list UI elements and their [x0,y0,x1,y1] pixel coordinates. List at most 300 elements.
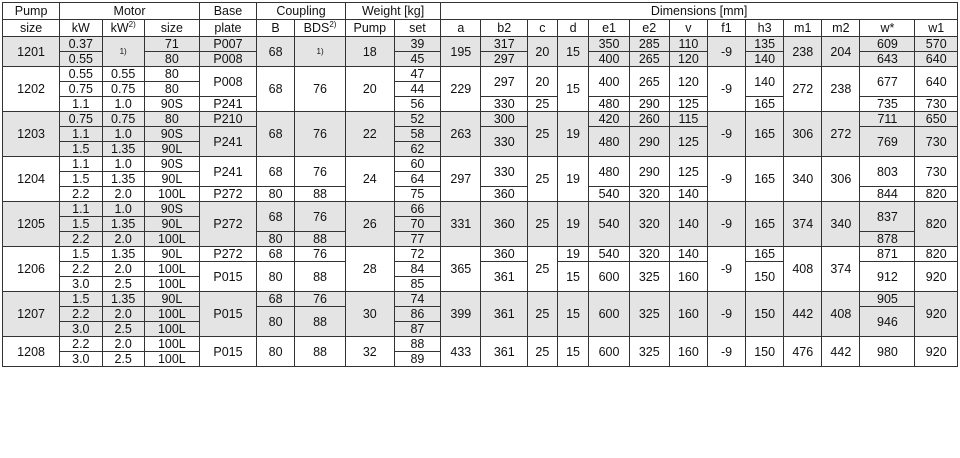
kw2-cell: 1.35 [102,172,144,187]
kw2-cell: 2.5 [102,352,144,367]
coupling-bds-cell: 88 [295,262,346,292]
kw2-cell: 2.0 [102,262,144,277]
kw-cell: 1.5 [60,172,102,187]
weight-set-cell: 47 [394,67,441,82]
dim-e1-cell: 480 [589,127,629,157]
dim-c-cell: 25 [528,292,558,337]
pump-size-cell: 1203 [3,112,60,157]
kw2-cell: 2.0 [102,337,144,352]
motor-size-cell: 100L [144,352,199,367]
coupling-bds-cell: 88 [295,232,346,247]
motor-size-cell: 100L [144,232,199,247]
header-weight: Weight [kg] [345,3,440,20]
dim-h3-cell: 165 [746,247,784,262]
table-row [3,157,958,172]
coupling-bds-cell: 76 [295,67,346,112]
coupling-b-cell: 80 [257,337,295,367]
kw-cell: 0.55 [60,52,102,67]
dim-a-cell: 433 [441,337,481,367]
base-plate-cell: P272 [199,202,256,247]
coupling-bds-cell: 88 [295,187,346,202]
weight-set-cell: 70 [394,217,441,232]
dim-c-cell: 25 [528,202,558,247]
weight-pump-cell: 26 [345,202,394,247]
dim-w1-cell: 640 [915,52,958,67]
dim-m1-cell: 442 [784,292,822,337]
motor-size-cell: 90L [144,142,199,157]
coupling-b-cell: 68 [257,292,295,307]
weight-pump-cell: 30 [345,292,394,337]
dim-b2-cell: 361 [481,262,528,292]
dim-e2-cell: 325 [629,262,669,292]
pump-group-1201 [3,37,958,67]
kw2-cell: 2.5 [102,277,144,292]
dim-w1-cell: 920 [915,292,958,337]
kw-cell: 0.37 [60,37,102,52]
dim-d-cell: 15 [557,292,589,337]
table-row [3,202,958,217]
dim-e2-cell: 320 [629,202,669,247]
dim-v-cell: 125 [669,157,707,187]
kw2-cell: 2.0 [102,307,144,322]
coupling-b-cell: 80 [257,232,295,247]
dim-v-cell: 160 [669,337,707,367]
dim-m2-cell: 374 [822,247,860,292]
header-pump: Pump [3,3,60,20]
weight-set-cell: 58 [394,127,441,142]
dim-w1-cell: 920 [915,262,958,292]
coupling-b-cell: 68 [257,202,295,232]
dim-e1-cell: 600 [589,337,629,367]
dim-w-cell: 677 [860,67,915,97]
motor-size-cell: 90L [144,247,199,262]
dim-f1-cell: -9 [707,37,745,67]
kw2-cell: 1.35 [102,292,144,307]
header-coupling-b: B [257,20,295,37]
dim-e1-cell: 540 [589,247,629,262]
header-dimensions: Dimensions [mm] [441,3,958,20]
dim-v-cell: 115 [669,112,707,127]
dim-e1-cell: 400 [589,52,629,67]
kw-cell: 2.2 [60,307,102,322]
dim-m1-cell: 272 [784,67,822,112]
kw-cell: 1.5 [60,247,102,262]
dim-c-cell: 25 [528,247,558,292]
header-dim-d: d [557,20,589,37]
header-plate: plate [199,20,256,37]
dim-e1-cell: 480 [589,97,629,112]
dim-m2-cell: 442 [822,337,860,367]
dim-b2-cell: 330 [481,97,528,112]
dim-w1-cell: 820 [915,247,958,262]
kw2-cell: 2.0 [102,187,144,202]
dim-d-cell: 15 [557,337,589,367]
kw2-cell: 1.35 [102,247,144,262]
header-dim-b2: b2 [481,20,528,37]
kw-cell: 1.5 [60,217,102,232]
header-dim-h3: h3 [746,20,784,37]
dim-a-cell: 195 [441,37,481,67]
dim-m1-cell: 476 [784,337,822,367]
coupling-bds-cell: 76 [295,202,346,232]
coupling-b-cell: 80 [257,262,295,292]
pump-size-cell: 1204 [3,157,60,202]
kw2-cell: 2.0 [102,232,144,247]
table-row [3,112,958,127]
motor-size-cell: 90L [144,172,199,187]
dim-v-cell: 140 [669,202,707,247]
header-weight-set: set [394,20,441,37]
pump-dimensions-table [2,2,958,367]
motor-size-cell: 71 [144,37,199,52]
weight-set-cell: 77 [394,232,441,247]
dim-b2-cell: 300 [481,112,528,127]
kw-cell: 2.2 [60,337,102,352]
table-row [3,337,958,352]
kw-cell: 1.5 [60,142,102,157]
dim-b2-cell: 360 [481,187,528,202]
dim-w1-cell: 820 [915,202,958,247]
motor-size-cell: 90L [144,292,199,307]
weight-set-cell: 56 [394,97,441,112]
motor-size-cell: 100L [144,277,199,292]
dim-v-cell: 110 [669,37,707,52]
dim-m2-cell: 408 [822,292,860,337]
header-dim-f1: f1 [707,20,745,37]
weight-set-cell: 44 [394,82,441,97]
dim-w-cell: 837 [860,202,915,232]
dim-w1-cell: 730 [915,157,958,187]
spec-table-container [2,2,958,454]
table-row [3,37,958,52]
kw2-cell: 1) [102,37,144,67]
base-plate-cell: P272 [199,247,256,262]
kw-cell: 3.0 [60,322,102,337]
pump-group-1203 [3,112,958,157]
dim-v-cell: 160 [669,292,707,337]
kw2-cell: 1.0 [102,202,144,217]
dim-m2-cell: 340 [822,202,860,247]
dim-w1-cell: 640 [915,67,958,97]
pump-size-cell: 1206 [3,247,60,292]
dim-e1-cell: 600 [589,292,629,337]
weight-pump-cell: 28 [345,247,394,292]
weight-set-cell: 62 [394,142,441,157]
header-dim-v: v [669,20,707,37]
dim-w-cell: 769 [860,127,915,157]
dim-d-cell: 19 [557,202,589,247]
dim-e1-cell: 600 [589,262,629,292]
pump-group-1207 [3,292,958,337]
coupling-b-cell: 68 [257,67,295,112]
motor-size-cell: 80 [144,112,199,127]
dim-e2-cell: 260 [629,112,669,127]
dim-a-cell: 365 [441,247,481,292]
header-dim-e1: e1 [589,20,629,37]
weight-set-cell: 75 [394,187,441,202]
dim-e1-cell: 480 [589,157,629,187]
dim-m2-cell: 204 [822,37,860,67]
dim-w-cell: 643 [860,52,915,67]
dim-w-cell: 803 [860,157,915,187]
dim-e1-cell: 350 [589,37,629,52]
base-plate-cell: P015 [199,337,256,367]
weight-set-cell: 45 [394,52,441,67]
coupling-b-cell: 68 [257,112,295,157]
dim-w-cell: 711 [860,112,915,127]
weight-pump-cell: 32 [345,337,394,367]
base-plate-cell: P241 [199,127,256,157]
dim-a-cell: 399 [441,292,481,337]
header-motor: Motor [60,3,200,20]
base-plate-cell: P241 [199,157,256,187]
dim-e1-cell: 420 [589,112,629,127]
motor-size-cell: 100L [144,187,199,202]
kw-cell: 3.0 [60,352,102,367]
kw-cell: 1.1 [60,202,102,217]
base-plate-cell: P008 [199,52,256,67]
kw-cell: 2.2 [60,262,102,277]
dim-e2-cell: 325 [629,337,669,367]
base-plate-cell: P241 [199,97,256,112]
weight-set-cell: 86 [394,307,441,322]
base-plate-cell: P007 [199,37,256,52]
dim-m2-cell: 238 [822,67,860,112]
dim-v-cell: 140 [669,247,707,262]
pump-size-cell: 1207 [3,292,60,337]
weight-pump-cell: 20 [345,67,394,112]
dim-f1-cell: -9 [707,292,745,337]
kw-cell: 2.2 [60,187,102,202]
dim-f1-cell: -9 [707,202,745,247]
pump-group-1206 [3,247,958,292]
dim-w-cell: 980 [860,337,915,367]
coupling-bds-cell: 88 [295,337,346,367]
coupling-bds-cell: 76 [295,247,346,262]
dim-h3-cell: 165 [746,97,784,112]
dim-b2-cell: 297 [481,67,528,97]
weight-set-cell: 60 [394,157,441,172]
dim-h3-cell: 150 [746,262,784,292]
dim-w1-cell: 730 [915,127,958,157]
dim-b2-cell: 360 [481,247,528,262]
kw2-cell: 1.0 [102,157,144,172]
dim-w-cell: 609 [860,37,915,52]
motor-size-cell: 80 [144,67,199,82]
dim-d-cell: 15 [557,37,589,67]
motor-size-cell: 90L [144,217,199,232]
dim-d-cell: 15 [557,262,589,292]
coupling-bds-cell: 1) [295,37,346,67]
kw-cell: 2.2 [60,232,102,247]
dim-w-cell: 735 [860,97,915,112]
dim-b2-cell: 317 [481,37,528,52]
header-dim-c: c [528,20,558,37]
pump-size-cell: 1201 [3,37,60,67]
base-plate-cell: P210 [199,112,256,127]
dim-d-cell: 19 [557,157,589,202]
motor-size-cell: 80 [144,82,199,97]
motor-size-cell: 100L [144,322,199,337]
weight-set-cell: 87 [394,322,441,337]
header-weight-pump: Pump [345,20,394,37]
dim-w-cell: 946 [860,307,915,337]
dim-v-cell: 160 [669,262,707,292]
kw2-cell: 1.35 [102,217,144,232]
kw-cell: 1.1 [60,127,102,142]
header-motor-size: size [144,20,199,37]
dim-d-cell: 19 [557,247,589,262]
header-dim-w1: w1 [915,20,958,37]
dim-m2-cell: 272 [822,112,860,157]
dim-m1-cell: 306 [784,112,822,157]
base-plate-cell: P272 [199,187,256,202]
pump-group-1208 [3,337,958,367]
weight-set-cell: 64 [394,172,441,187]
weight-set-cell: 88 [394,337,441,352]
header-dim-e2: e2 [629,20,669,37]
dim-e2-cell: 320 [629,187,669,202]
dim-e2-cell: 290 [629,97,669,112]
weight-pump-cell: 22 [345,112,394,157]
dim-w-cell: 844 [860,187,915,202]
dim-a-cell: 297 [441,157,481,202]
header-kw: kW [60,20,102,37]
dim-m1-cell: 340 [784,157,822,202]
dim-b2-cell: 361 [481,292,528,337]
dim-c-cell: 20 [528,37,558,67]
base-plate-cell: P008 [199,67,256,97]
weight-set-cell: 84 [394,262,441,277]
kw2-cell: 1.0 [102,97,144,112]
header-pump-size: size [3,20,60,37]
dim-v-cell: 125 [669,127,707,157]
dim-h3-cell: 165 [746,157,784,202]
kw2-cell: 0.55 [102,67,144,82]
dim-v-cell: 125 [669,97,707,112]
header-dim-m2: m2 [822,20,860,37]
coupling-b-cell: 80 [257,307,295,337]
motor-size-cell: 100L [144,307,199,322]
motor-size-cell: 90S [144,97,199,112]
header-kw2: $kW^{2)}$ [102,20,144,37]
dim-w1-cell: 570 [915,37,958,52]
dim-f1-cell: -9 [707,247,745,292]
table-row [3,67,958,82]
dim-e2-cell: 265 [629,52,669,67]
dim-h3-cell: 165 [746,202,784,247]
dim-h3-cell: 150 [746,337,784,367]
dim-d-cell: 19 [557,112,589,157]
dim-w-cell: 905 [860,292,915,307]
dim-v-cell: 120 [669,52,707,67]
dim-h3-cell: 140 [746,52,784,67]
dim-e2-cell: 290 [629,127,669,157]
header-base: Base [199,3,256,20]
dim-c-cell: 20 [528,67,558,97]
dim-e2-cell: 290 [629,157,669,187]
motor-size-cell: 90S [144,202,199,217]
kw-cell: 3.0 [60,277,102,292]
coupling-bds-cell: 88 [295,307,346,337]
dim-w1-cell: 820 [915,187,958,202]
dim-d-cell: 15 [557,67,589,112]
dim-e2-cell: 265 [629,67,669,97]
dim-h3-cell: 165 [746,112,784,157]
motor-size-cell: 90S [144,127,199,142]
kw2-cell: 2.5 [102,322,144,337]
dim-w1-cell: 730 [915,97,958,112]
dim-m2-cell: 306 [822,157,860,202]
coupling-b-cell: 68 [257,247,295,262]
dim-a-cell: 263 [441,112,481,157]
weight-set-cell: 52 [394,112,441,127]
dim-v-cell: 120 [669,67,707,97]
header-coupling-bds: BDS$^{2)}$ [295,20,346,37]
dim-m1-cell: 374 [784,202,822,247]
table-row [3,247,958,262]
weight-pump-cell: 24 [345,157,394,202]
coupling-b-cell: 68 [257,37,295,67]
dim-w1-cell: 650 [915,112,958,127]
table-row [3,292,958,307]
dim-f1-cell: -9 [707,67,745,112]
kw2-cell: 1.0 [102,127,144,142]
kw-cell: 0.75 [60,82,102,97]
dim-b2-cell: 330 [481,157,528,187]
dim-f1-cell: -9 [707,112,745,157]
dim-e2-cell: 285 [629,37,669,52]
dim-c-cell: 25 [528,157,558,202]
base-plate-cell: P015 [199,292,256,337]
weight-pump-cell: 18 [345,37,394,67]
weight-set-cell: 89 [394,352,441,367]
dim-b2-cell: 361 [481,337,528,367]
weight-set-cell: 39 [394,37,441,52]
weight-set-cell: 66 [394,202,441,217]
weight-set-cell: 74 [394,292,441,307]
dim-e1-cell: 400 [589,67,629,97]
dim-c-cell: 25 [528,112,558,157]
coupling-b-cell: 80 [257,187,295,202]
coupling-bds-cell: 76 [295,157,346,187]
dim-v-cell: 140 [669,187,707,202]
dim-a-cell: 331 [441,202,481,247]
dim-w1-cell: 920 [915,337,958,367]
motor-size-cell: 100L [144,262,199,277]
dim-b2-cell: 330 [481,127,528,157]
dim-m1-cell: 408 [784,247,822,292]
kw-cell: 0.75 [60,112,102,127]
dim-e2-cell: 320 [629,247,669,262]
pump-size-cell: 1205 [3,202,60,247]
pump-size-cell: 1202 [3,67,60,112]
pump-group-1205 [3,202,958,247]
dim-b2-cell: 297 [481,52,528,67]
header-dim-m1: m1 [784,20,822,37]
motor-size-cell: 100L [144,337,199,352]
pump-size-cell: 1208 [3,337,60,367]
dim-w-cell: 912 [860,262,915,292]
kw2-cell: 0.75 [102,112,144,127]
dim-f1-cell: -9 [707,157,745,202]
dim-e1-cell: 540 [589,187,629,202]
motor-size-cell: 90S [144,157,199,172]
header-coupling: Coupling [257,3,346,20]
kw-cell: 1.1 [60,157,102,172]
coupling-b-cell: 68 [257,157,295,187]
kw-cell: 0.55 [60,67,102,82]
